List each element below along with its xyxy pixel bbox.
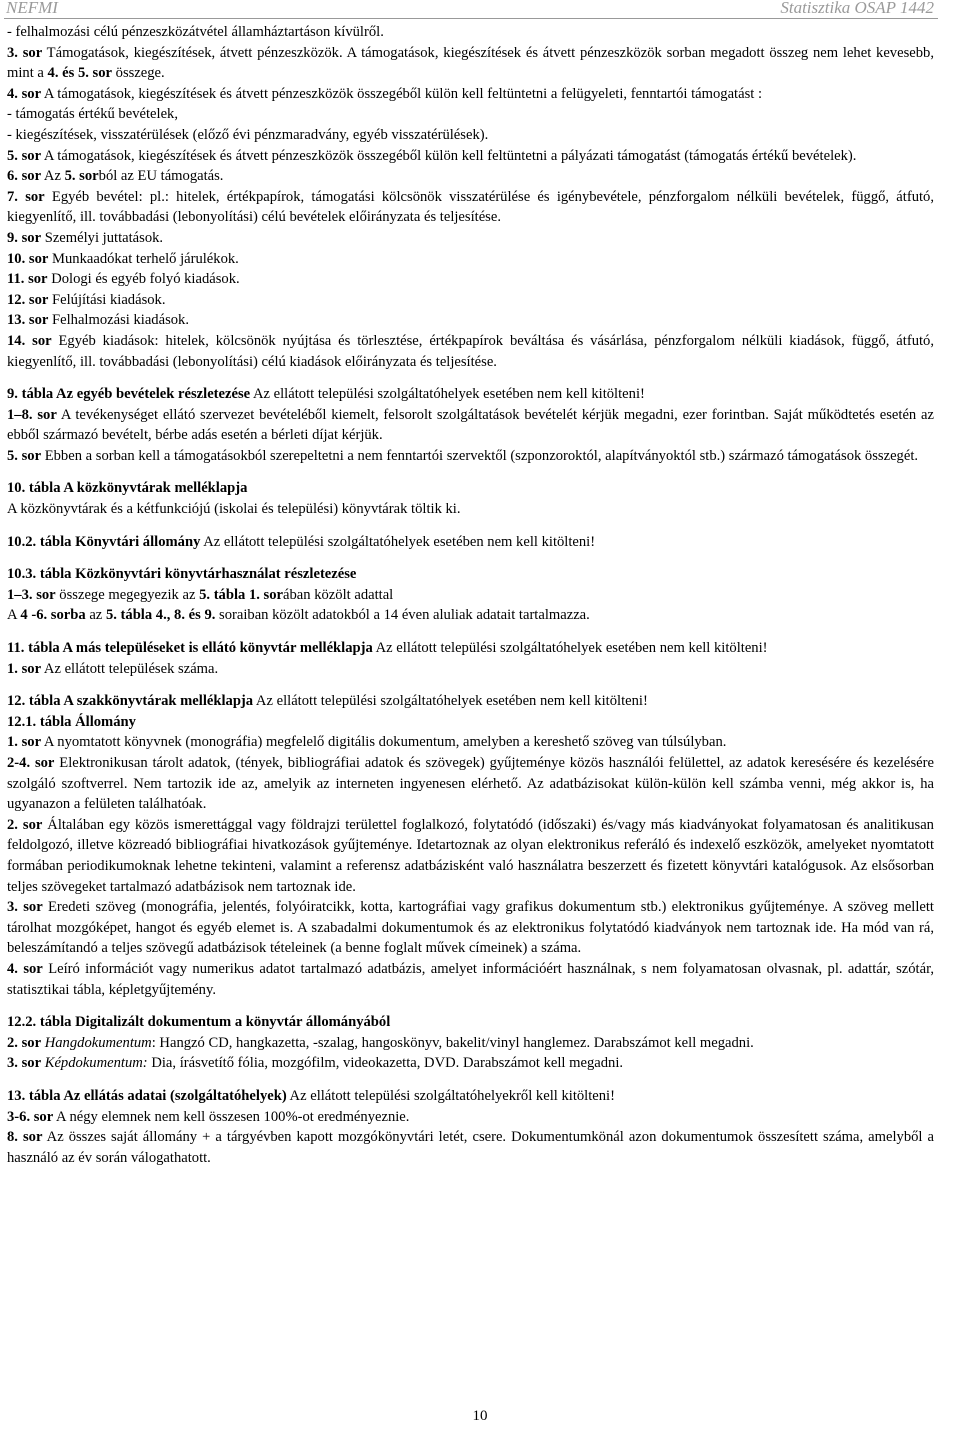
text-run: Az ellátott települések száma. xyxy=(41,660,219,677)
bold-text: 12.2. tábla Digitalizált dokumentum a könyvtár állományából xyxy=(7,1014,391,1031)
bold-text: 3-6. sor xyxy=(7,1108,54,1125)
paragraph xyxy=(7,1053,934,1074)
bold-text: 13. tábla Az ellátás adatai (szolgáltatóhelyek) xyxy=(7,1087,287,1104)
bold-text: 3. sor xyxy=(7,899,43,916)
text-run: - kiegészítések, visszatérülések (előző évi pénzmaradvány, egyéb visszatérülések). xyxy=(7,126,489,143)
paragraph xyxy=(7,1033,934,1054)
bold-text: 10.3. tábla Közkönyvtári könyvtárhasználat részletezése xyxy=(7,566,357,583)
text-run: A tevékenységet ellátó szervezet bevételéből kiemelt, felsorolt szolgáltatások bevételét kérjük megadni, ezer forintban. Saját működtetés esetén az ebből származó bevételt, bérbe adás esetén a bérleti díjat kérjük. xyxy=(7,406,934,444)
italic-text: Képdokumentum: xyxy=(44,1055,148,1072)
paragraph xyxy=(7,959,934,1000)
bold-text: 7. sor xyxy=(7,188,45,205)
paragraph xyxy=(7,712,934,733)
paragraph xyxy=(7,84,934,105)
text-run: Az ellátott települési szolgáltatóhelyek esetében nem kell kitölteni! xyxy=(250,386,645,403)
bold-text: 5. tábla 1. sor xyxy=(199,586,284,603)
text-run: Támogatások, kiegészítések, átvett pénzeszközök. A támogatások, kiegészítések és átvett pénzeszközök sorban megadott összeg nem lehet kevesebb, mint a xyxy=(7,44,934,82)
text-run: Dologi és egyéb folyó kiadások. xyxy=(47,271,240,288)
paragraph xyxy=(7,1012,934,1033)
paragraph-gap xyxy=(7,1000,934,1012)
text-run: soraiban közölt adatokból a 14 éven aluliak adatait tartalmazza. xyxy=(215,607,590,624)
bold-text: 5. sor xyxy=(7,447,42,464)
bold-text: 4. sor xyxy=(7,85,42,102)
text-run: Elektronikusan tárolt adatok, (tények, bibliográfiai adatok és szövegek) gyűjteménye közös használói felülettel, az adatok keresésére és kezelésére szolgáló szoftverrel. Nem tartozik ide az, amelyik az interneten ingyenesen elérhető. Az adatbázisokat külön-külön kell számba venni, még akkor is, ha ugyanazon a felületen találhatóak. xyxy=(7,755,934,813)
text-run: Felhalmozási kiadások. xyxy=(48,312,189,329)
paragraph xyxy=(7,310,934,331)
text-run: Leíró információt vagy numerikus adatot tartalmazó adatbázis, amelyet információért használnak, s nem folyamatosan olvasnak, pl. adattár, szótár, statisztikai tábla, képletgyűjtemény. xyxy=(7,960,934,998)
paragraph-gap xyxy=(7,679,934,691)
paragraph xyxy=(7,22,934,43)
text-run: A támogatások, kiegészítések és átvett pénzeszközök összegéből külön kell feltüntetni a pályázati támogatást (támogatás értékű bevételek). xyxy=(41,147,857,164)
bold-text: 4. sor xyxy=(7,960,43,977)
paragraph xyxy=(7,228,934,249)
text-run: Eredeti szöveg (monográfia, jelentés, folyóiratcikk, kotta, kartográfiai vagy grafikus dokumentum stb.) elektronikus gyűjteménye. A szöveg mellett tárolhat mozgóképet, hangot és egyéb elemet is. A szabadalmi dokumentumok és az elektronikus folytatódó kiadványok nem tartoznak ide. Ha mód van rá, beleszámítandó a teljes szövegű adatbázisok tételeinek (a benne foglalt művek címeinek) a száma. xyxy=(7,899,934,957)
page-number: 10 xyxy=(472,1408,488,1424)
bold-text: 10. sor xyxy=(7,250,49,267)
paragraph xyxy=(7,815,934,897)
bold-text: 12. sor xyxy=(7,291,49,308)
paragraph xyxy=(7,269,934,290)
text-run: Felújítási kiadások. xyxy=(48,291,166,308)
bold-text: 9. tábla Az egyéb bevételek részletezése xyxy=(7,386,251,403)
paragraph xyxy=(7,478,934,499)
text-run: Az összes saját állomány + a tárgyévben kapott mozgókönyvtári letét, csere. Dokumentumkönál azon dokumentumok összesített száma, amelyből a használó az év során válogathatott. xyxy=(7,1129,934,1166)
text-run: ában közölt adattal xyxy=(283,586,394,603)
paragraph-gap xyxy=(7,520,934,532)
paragraph xyxy=(7,331,934,372)
bold-text: 9. sor xyxy=(7,229,42,246)
text-run: ból az EU támogatás. xyxy=(98,168,224,185)
paragraph xyxy=(7,732,934,753)
bold-text: 14. sor xyxy=(7,332,52,349)
header-right-text: Statisztika OSAP 1442 xyxy=(780,0,934,17)
header-left-text: NEFMI xyxy=(6,0,58,17)
paragraph-gap xyxy=(7,552,934,564)
paragraph xyxy=(7,691,934,712)
paragraph xyxy=(7,146,934,167)
bold-text: 5. sor xyxy=(64,168,99,185)
text-run: Az ellátott települési szolgáltatóhelyekről kell kitölteni! xyxy=(286,1087,615,1104)
bold-text: 10.2. tábla Könyvtári állomány xyxy=(7,533,201,550)
text-run: - támogatás értékű bevételek, xyxy=(7,106,178,123)
bold-text: 6. sor xyxy=(7,168,42,185)
text-run: - felhalmozási célú pénzeszközátvétel államháztartáson kívülről. xyxy=(7,24,384,40)
bold-text: 10. tábla A közkönyvtárak melléklapja xyxy=(7,480,248,497)
text-run: Egyéb bevétel: pl.: hitelek, értékpapírok, támogatási kölcsönök visszatérülése és igénybevétele, pénzforgalom nélküli bevételek, függő, átfutó, kiegyenlítő, ill. továbbadási (lebonyolítási) célú bevételek előirányzata és teljesítése. xyxy=(7,188,934,226)
paragraph xyxy=(7,659,934,680)
paragraph xyxy=(7,1107,934,1128)
paragraph xyxy=(7,605,934,626)
paragraph xyxy=(7,564,934,585)
text-run: Személyi juttatások. xyxy=(41,229,164,246)
text-run: A xyxy=(7,607,21,624)
bold-text: 5. tábla 4., 8. és 9. xyxy=(105,607,216,624)
bold-text: 4. és 5. sor xyxy=(47,65,112,82)
bold-text: 5. sor xyxy=(7,147,42,164)
text-run: Az ellátott települési szolgáltatóhelyek esetében nem kell kitölteni! xyxy=(372,640,768,657)
text-run: Az xyxy=(41,168,65,185)
document-body xyxy=(7,22,934,1168)
bold-text: 12. tábla A szakkönyvtárak melléklapja xyxy=(7,693,254,710)
paragraph xyxy=(7,1127,934,1168)
bold-text: 11. sor xyxy=(7,271,48,288)
text-run: Az ellátott települési szolgáltatóhelyek esetében nem kell kitölteni! xyxy=(200,533,596,550)
text-run: Dia, írásvetítő fólia, mozgófilm, videokazetta, DVD. Darabszámot kell megadni. xyxy=(147,1055,624,1072)
text-run: : Hangzó CD, hangkazetta, -szalag, hangoskönyv, bakelit/vinyl hanglemez. Darabszámot kell megadni. xyxy=(151,1034,754,1051)
paragraph xyxy=(7,532,934,553)
bold-text: 1. sor xyxy=(7,660,42,677)
text-run: az xyxy=(85,607,106,624)
paragraph xyxy=(7,290,934,311)
paragraph-gap xyxy=(7,626,934,638)
text-run: A négy elemnek nem kell összesen 100%-ot eredményeznie. xyxy=(53,1108,410,1125)
paragraph xyxy=(7,499,934,520)
bold-text: 2-4. sor xyxy=(7,755,55,771)
text-run: összege. xyxy=(112,65,165,82)
bold-text: 13. sor xyxy=(7,312,49,329)
paragraph-gap xyxy=(7,466,934,478)
header-rule xyxy=(4,18,938,19)
paragraph xyxy=(7,753,934,815)
paragraph xyxy=(7,446,934,467)
paragraph xyxy=(7,43,934,84)
paragraph xyxy=(7,187,934,228)
text-run: A közkönyvtárak és a kétfunkciójú (iskolai és települési) könyvtárak töltik ki. xyxy=(7,501,461,518)
text-run: A nyomtatott könyvnek (monográfia) megfelelő digitális dokumentum, amelyben a kereshető szöveg van túlsúlyban. xyxy=(41,734,727,751)
bold-text: 1–8. sor xyxy=(7,406,57,423)
paragraph xyxy=(7,585,934,606)
bold-text: 2. sor xyxy=(7,1034,42,1051)
text-run: A támogatások, kiegészítések és átvett pénzeszközök összegéből külön kell feltüntetni a felügyeleti, fenntartói támogatást : xyxy=(41,85,763,102)
bold-text: 3. sor xyxy=(7,1055,42,1072)
paragraph xyxy=(7,384,934,405)
text-run: Ebben a sorban kell a támogatásokból szerepeltetni a nem fenntartói szervektől (szponzoroktól, alapítványoktól stb.) származó támogatások összegét. xyxy=(41,447,919,464)
page-header xyxy=(0,0,960,22)
paragraph xyxy=(7,638,934,659)
text-run: Egyéb kiadások: hitelek, kölcsönök nyújtása és törlesztése, értékpapírok beváltása és vásárlása, pénzforgalom nélküli kiadások, függő, átfutó, kiegyenlítő, ill. továbbadási (lebonyolítási) célú kiadások előirányzata és teljesítése. xyxy=(7,332,934,370)
bold-text: 1–3. sor xyxy=(7,586,56,603)
bold-text: 2. sor xyxy=(7,816,43,833)
paragraph xyxy=(7,405,934,446)
text-run: Általában egy közös ismerettággal vagy földrajzi területtel foglalkozó, folytatódó (időszaki) és/vagy más kiadványokat folyamatosan és analitikusan feldolgozó, illetve közreadó bibliográfiai hivatkozások gyűjteménye. Idetartoznak az olyan elektronikus referáló és indexelő eszközök, amelyeket nyomtatott formában periodikumoknak lehetne tekinteni, valamint a referensz adatbázisként való használatra beszerzett és fizetett könyvtári katalógusok. Az elsősorban teljes szövegeket tartalmazó adatbázisok nem tartoznak ide. xyxy=(7,816,934,895)
bold-text: 1. sor xyxy=(7,734,42,751)
paragraph xyxy=(7,897,934,959)
paragraph xyxy=(7,1086,934,1107)
italic-text: Hangdokumentum xyxy=(44,1034,152,1051)
bold-text: 12.1. tábla Állomány xyxy=(7,713,136,730)
paragraph xyxy=(7,166,934,187)
bold-text: 11. tábla A más településeket is ellátó könyvtár melléklapja xyxy=(7,640,373,657)
text-run: Az ellátott települési szolgáltatóhelyek esetében nem kell kitölteni! xyxy=(253,693,648,710)
paragraph xyxy=(7,249,934,270)
text-run: összege megegyezik az xyxy=(55,586,200,603)
bold-text: 3. sor xyxy=(7,44,43,61)
paragraph-gap xyxy=(7,1074,934,1086)
text-run: Munkaadókat terhelő járulékok. xyxy=(48,250,239,267)
bold-text: 4 -6. sorba xyxy=(20,607,86,624)
paragraph xyxy=(7,125,934,146)
paragraph xyxy=(7,104,934,125)
paragraph-gap xyxy=(7,372,934,384)
bold-text: 8. sor xyxy=(7,1129,43,1146)
